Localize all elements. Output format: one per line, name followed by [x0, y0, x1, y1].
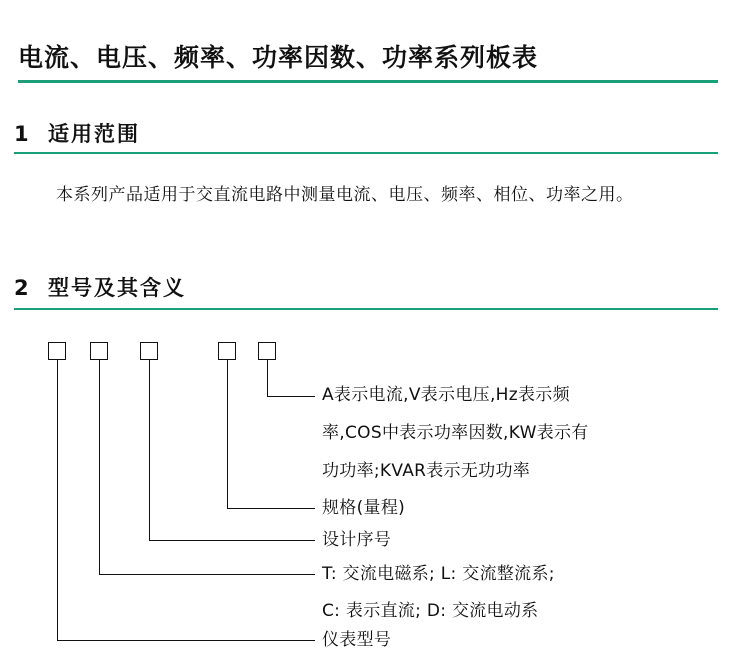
model-box-4 — [218, 342, 236, 360]
page-title: 电流、电压、频率、功率因数、功率系列板表 — [18, 43, 539, 72]
section-divider-2 — [14, 308, 718, 310]
leader-vline-4 — [227, 360, 228, 508]
model-box-2 — [90, 342, 108, 360]
model-box-5 — [258, 342, 276, 360]
section-1-paragraph — [18, 178, 718, 212]
leader-vline-2 — [99, 360, 100, 574]
section-title-1: 适用范围 — [48, 122, 140, 146]
leader-vline-3 — [149, 360, 150, 540]
leader-hline-1 — [57, 640, 315, 641]
label-letter-meaning-line-1: A表示电流,V表示电压,Hz表示频 — [322, 385, 570, 405]
leader-hline-2 — [99, 574, 315, 575]
section-number-1: 1 — [14, 122, 29, 146]
section-heading-1 — [14, 118, 140, 148]
model-box-1 — [48, 342, 66, 360]
title-divider — [18, 80, 718, 83]
section-title-2: 型号及其含义 — [48, 276, 186, 300]
model-code-diagram — [0, 330, 735, 670]
section-number-2: 2 — [14, 276, 29, 300]
label-instrument-model: 仪表型号 — [322, 630, 392, 650]
leader-hline-4 — [227, 508, 315, 509]
label-type-codes-line-1: T: 交流电磁系; L: 交流整流系; — [322, 564, 555, 584]
label-design-serial: 设计序号 — [322, 530, 392, 550]
paragraph-text: 本系列产品适用于交直流电路中测量电流、电压、频率、相位、功率之用。 — [56, 185, 634, 205]
leader-hline-5 — [267, 396, 315, 397]
section-divider-1 — [14, 152, 718, 154]
label-letter-meaning-line-3: 功功率;KVAR表示无功功率 — [322, 461, 531, 481]
model-box-3 — [140, 342, 158, 360]
leader-vline-5 — [267, 360, 268, 396]
section-heading-2 — [14, 272, 186, 302]
label-spec: 规格(量程) — [322, 498, 406, 518]
leader-vline-1 — [57, 360, 58, 640]
label-letter-meaning-line-2: 率,COS中表示功率因数,KW表示有 — [322, 423, 589, 443]
leader-hline-3 — [149, 540, 315, 541]
label-type-codes-line-2: C: 表示直流; D: 交流电动系 — [322, 601, 539, 621]
